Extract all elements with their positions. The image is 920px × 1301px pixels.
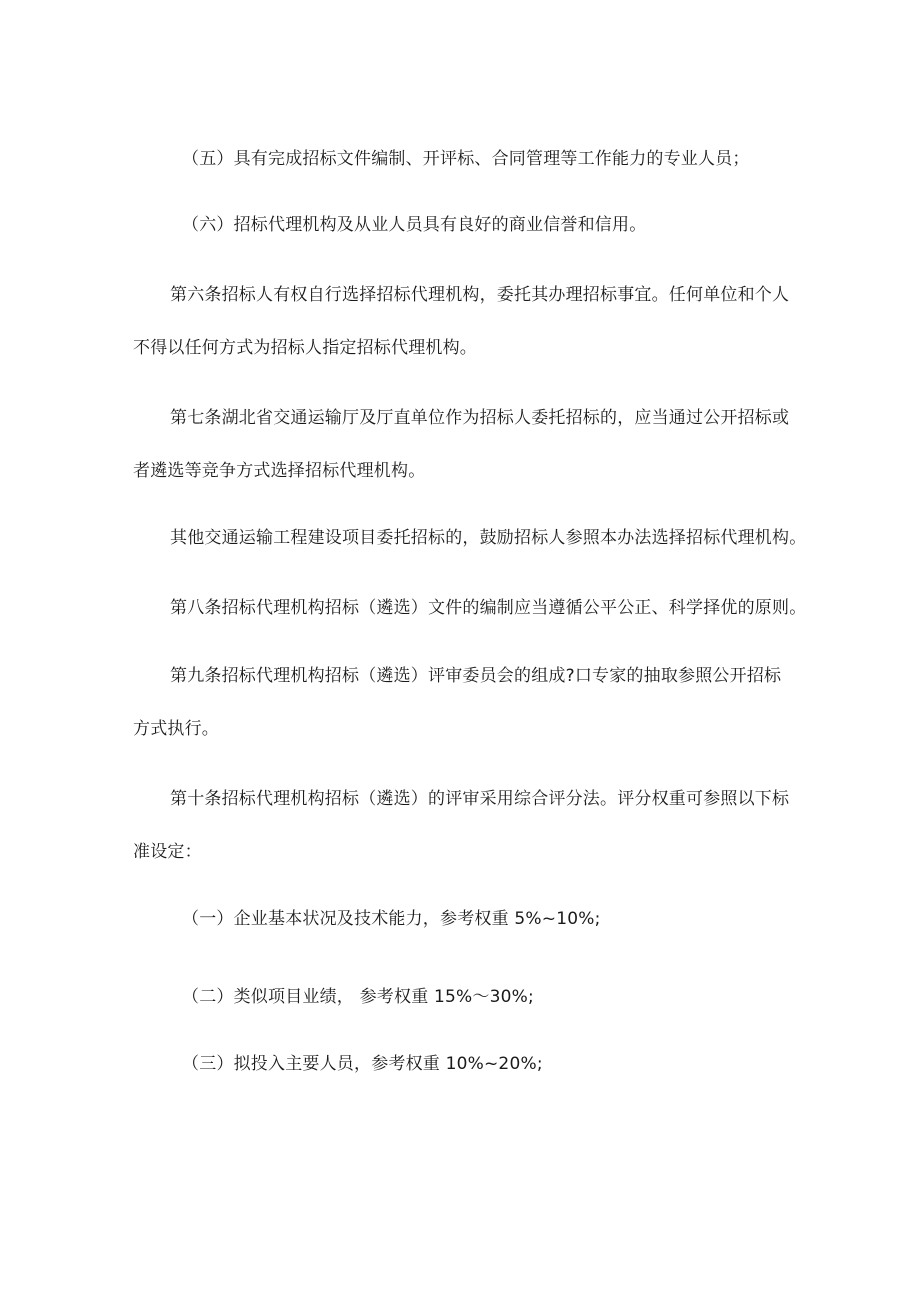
list-item-6: （六）招标代理机构及从业人员具有良好的商业信誉和信用。 (182, 215, 647, 235)
article-9-line-2: 方式执行。 (133, 719, 219, 739)
article-10-line-1: 第十条招标代理机构招标（遴选）的评审采用综合评分法。评分权重可参照以下标 (170, 789, 790, 809)
article-9-line-1: 第九条招标代理机构招标（遴选）评审委员会的组成?口专家的抽取参照公开招标 (170, 666, 782, 686)
article-6-line-1: 第六条招标人有权自行选择招标代理机构，委托其办理招标事宜。任何单位和个人 (170, 285, 790, 305)
article-7-line-1: 第七条湖北省交通运输厅及厅直单位作为招标人委托招标的，应当通过公开招标或 (170, 408, 790, 428)
article-7-extra: 其他交通运输工程建设项目委托招标的，鼓励招标人参照本办法选择招标代理机构。 (170, 528, 807, 548)
weight-item-2: （二）类似项目业绩， 参考权重 15%～30%; (182, 987, 534, 1007)
list-item-5: （五）具有完成招标文件编制、开评标、合同管理等工作能力的专业人员； (182, 149, 750, 169)
weight-item-1: （一）企业基本状况及技术能力，参考权重 5%~10%; (182, 909, 601, 929)
article-10-line-2: 准设定： (133, 842, 202, 862)
article-6-line-2: 不得以任何方式为招标人指定招标代理机构。 (133, 338, 477, 358)
weight-item-3: （三）拟投入主要人员，参考权重 10%~20%; (182, 1054, 543, 1074)
article-8: 第八条招标代理机构招标（遴选）文件的编制应当遵循公平公正、科学择优的原则。 (170, 598, 807, 618)
article-7-line-2: 者遴选等竞争方式选择招标代理机构。 (133, 461, 426, 481)
